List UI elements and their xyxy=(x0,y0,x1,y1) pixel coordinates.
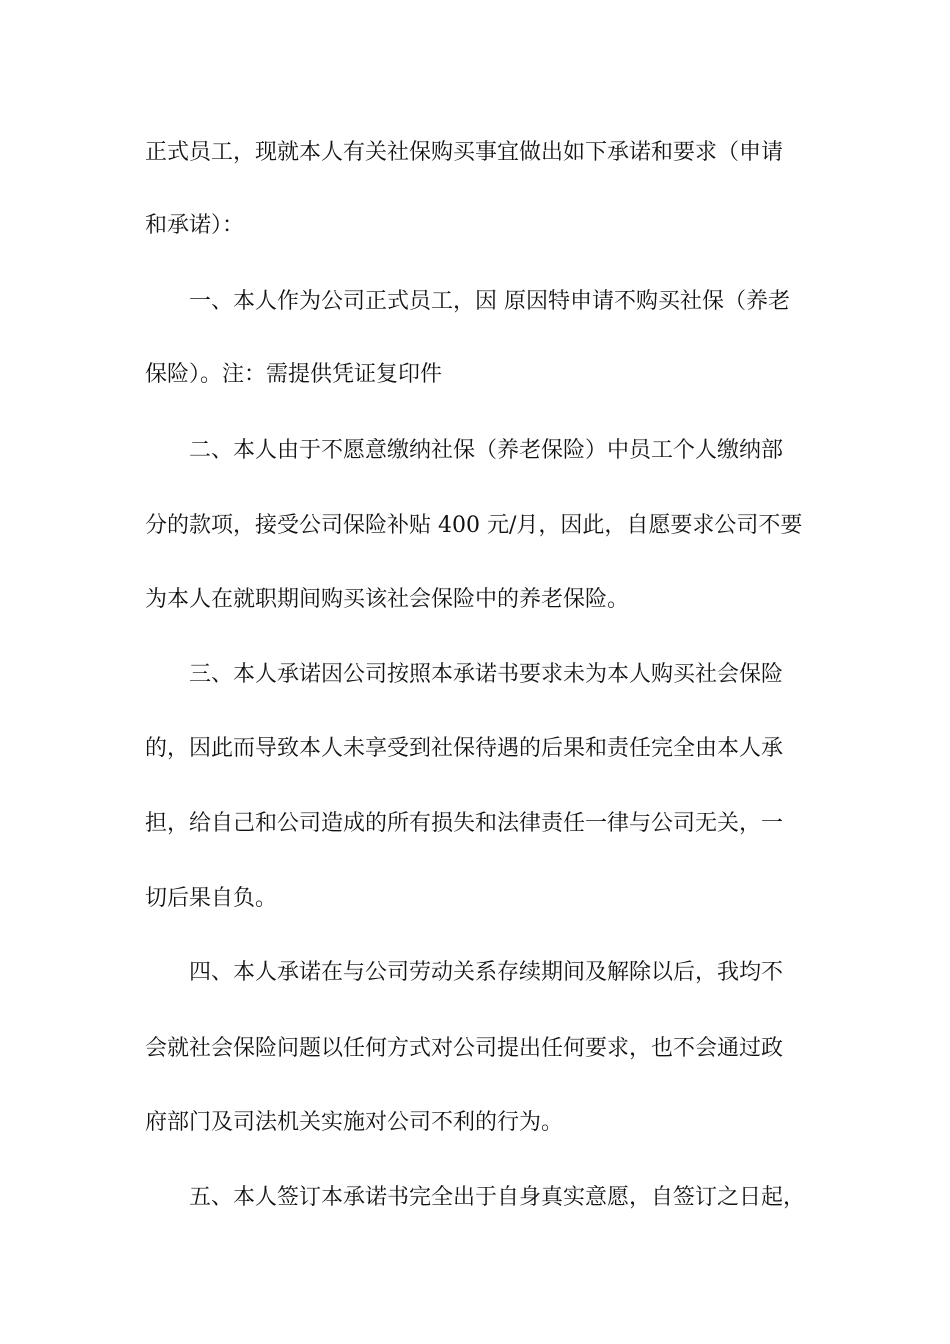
text-line: 保险）。注：需提供凭证复印件 xyxy=(145,362,443,387)
text-line: 为本人在就职期间购买该社会保险中的养老保险。 xyxy=(145,587,630,612)
text-line: 会就社会保险问题以任何方式对公司提出任何要求，也不会通过政 xyxy=(145,1036,784,1061)
text-line: 切后果自负。 xyxy=(145,886,278,911)
text-line: 府部门及司法机关实施对公司不利的行为。 xyxy=(145,1110,564,1135)
paragraph-1-start: 一、本人作为公司正式员工，因 原因特申请不购买社保（养老 xyxy=(189,289,790,314)
paragraph-5-start: 五、本人签订本承诺书完全出于自身真实意愿，自签订之日起， xyxy=(189,1185,806,1210)
paragraph-2-start: 二、本人由于不愿意缴纳社保（养老保险）中员工个人缴纳部 xyxy=(189,438,784,463)
text-line: 担，给自己和公司造成的所有损失和法律责任一律与公司无关，一 xyxy=(145,811,784,836)
text-line: 分的款项，接受公司保险补贴 400 元/月，因此，自愿要求公司不要 xyxy=(145,513,803,538)
text-line: 的，因此而导致本人未享受到社保待遇的后果和责任完全由本人承 xyxy=(145,736,784,761)
paragraph-4-start: 四、本人承诺在与公司劳动关系存续期间及解除以后，我均不 xyxy=(189,960,784,985)
text-line: 正式员工，现就本人有关社保购买事宜做出如下承诺和要求（申请 xyxy=(145,140,784,165)
paragraph-3-start: 三、本人承诺因公司按照本承诺书要求未为本人购买社会保险 xyxy=(189,662,784,687)
text-line: 和承诺）： xyxy=(145,213,245,238)
